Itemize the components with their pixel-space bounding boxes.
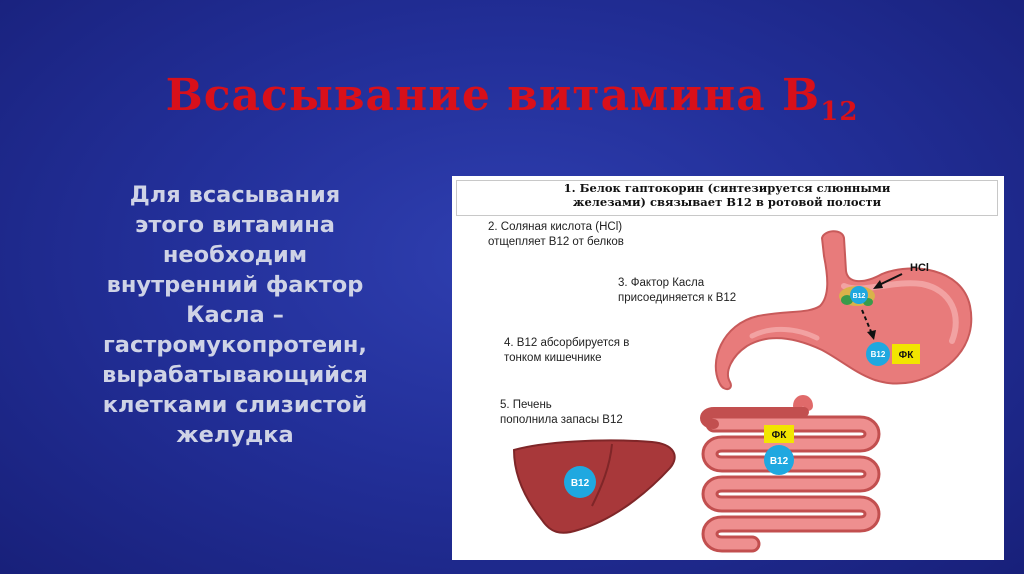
svg-text:ФК: ФК	[898, 350, 914, 361]
step-2-caption: 2. Соляная кислота (HCl) отщепляет B12 от белков	[488, 221, 624, 248]
description-line: желудка	[176, 422, 294, 448]
svg-text:B12: B12	[769, 456, 789, 467]
slide-title	[0, 70, 1024, 127]
description-line: внутренний фактор	[106, 272, 364, 298]
svg-text:B12: B12	[852, 293, 866, 300]
description-text	[40, 180, 430, 450]
description-line: вырабатывающийся	[102, 362, 368, 388]
description-line: необходим	[162, 242, 308, 268]
svg-text:B12: B12	[570, 478, 590, 489]
step-4-caption: 4. B12 абсорбируется в тонком кишечнике	[504, 337, 630, 364]
svg-text:ФК: ФК	[771, 430, 787, 441]
description-line: этого витамина	[135, 212, 335, 238]
title-main: Всасывание витамина В	[165, 70, 821, 121]
description-line: клетками слизистой	[102, 392, 368, 418]
intestine-illustration	[705, 400, 872, 544]
description-line: Касла –	[186, 302, 284, 328]
step-3-caption: 3. Фактор Касла присоединяется к B12	[618, 277, 737, 304]
diagram-panel	[452, 176, 1004, 560]
svg-text:B12: B12	[870, 350, 886, 359]
title-subscript: 12	[820, 97, 859, 127]
step-5-caption: 5. Печень пополнила запасы В12	[500, 399, 623, 426]
hcl-label: HCl	[910, 262, 929, 274]
stomach-illustration	[716, 231, 972, 389]
description-line: Для всасывания	[129, 182, 341, 208]
step-1-caption: 1. Белок гаптокорин (синтезируется слюнными железами) связывает В12 в ротовой полости	[456, 180, 998, 216]
description-line: гастромукопротеин,	[103, 332, 367, 358]
